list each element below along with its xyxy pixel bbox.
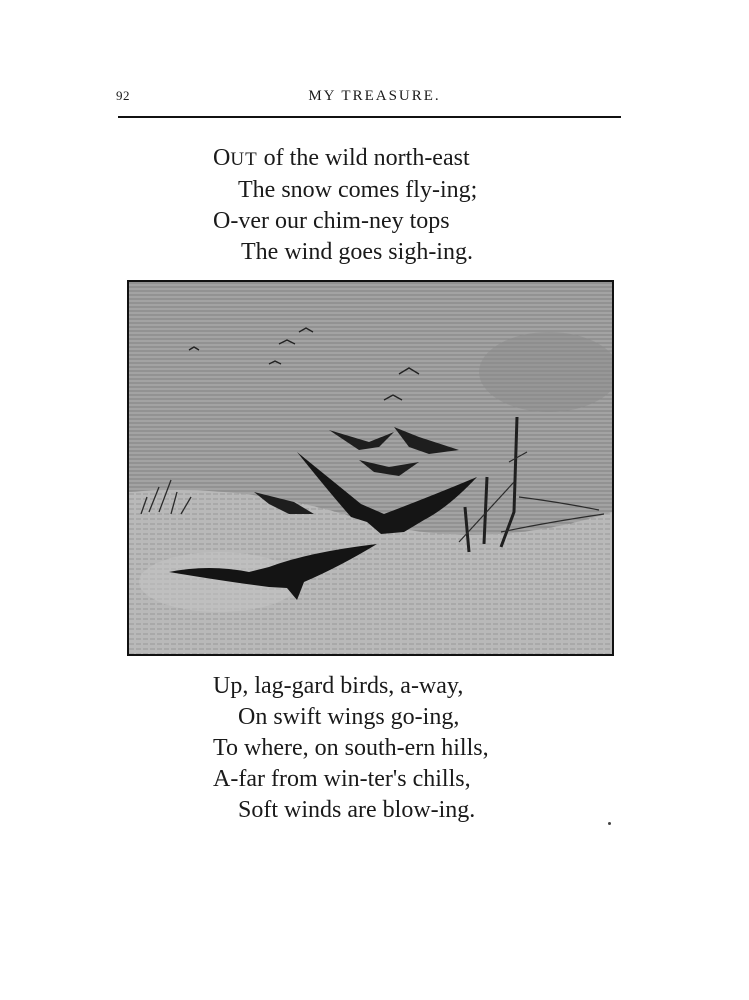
crows-in-snow-engraving — [129, 282, 612, 654]
poem-stanza-2 — [213, 671, 489, 826]
stanza-1-line-2: The snow comes fly-ing; — [238, 177, 478, 203]
stanza-2-line-5: Soft winds are blow-ing. — [238, 797, 476, 823]
engraving-illustration — [127, 280, 614, 656]
drop-initial: O — [213, 145, 231, 171]
stanza-2-line-3: To where, on south-ern hills, — [213, 735, 489, 761]
stanza-2-line-1: Up, lag-gard birds, a-way, — [213, 673, 464, 699]
stanza-2-line-4: A-far from win-ter's chills, — [213, 766, 471, 792]
stanza-1-line-3: O-ver our chim-ney tops — [213, 208, 450, 234]
page-number: 92 — [116, 88, 130, 103]
paper-speck — [608, 822, 611, 825]
header-rule — [118, 116, 621, 118]
stanza-1-line-1 — [213, 143, 477, 175]
poem-stanza-1 — [213, 143, 477, 268]
running-head: MY TREASURE. — [308, 88, 441, 104]
stanza-2-line-2: On swift wings go-ing, — [238, 704, 460, 730]
small-caps-word: UT — [230, 149, 258, 170]
stanza-1-line-4: The wind goes sigh-ing. — [241, 239, 473, 265]
line-1-rest: of the wild north-east — [257, 145, 470, 171]
